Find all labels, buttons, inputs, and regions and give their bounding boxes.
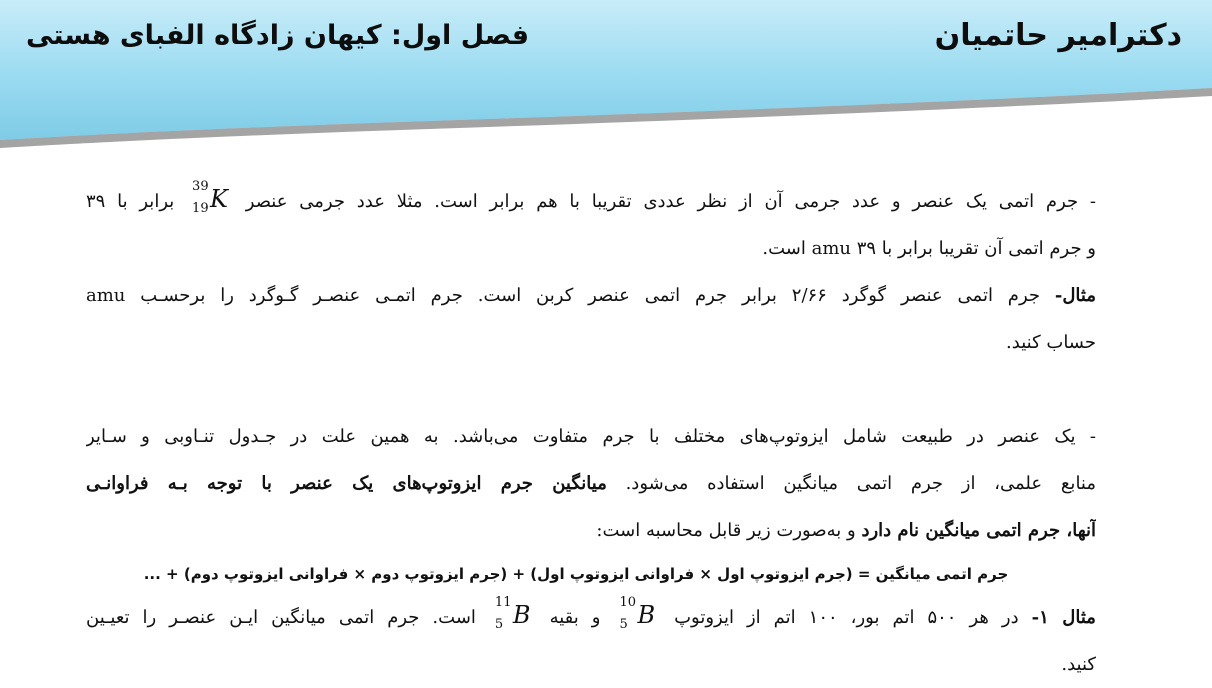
atomic-number: 5 bbox=[619, 617, 628, 632]
atomic-number: 19 bbox=[192, 201, 209, 216]
paragraph-1-line-1 bbox=[86, 178, 1096, 225]
example-1-line-2: کنید. bbox=[1061, 654, 1096, 675]
average-mass-formula: جرم اتمی میانگین = (جرم ایزوتوپ اول × فراوانی ایزوتوپ اول) + (جرم ایزوتوپ دوم × فراوانی ایزوتوپ دوم) + ... bbox=[143, 565, 1009, 583]
example-line-2: حساب کنید. bbox=[1006, 332, 1096, 353]
paragraph-1-line-2: و جرم اتمی آن تقریبا برابر با amu ۳۹ است. bbox=[762, 238, 1096, 259]
atomic-number: 5 bbox=[494, 617, 504, 632]
mass-number: 11 bbox=[494, 595, 512, 610]
example-label: مثال ۱- bbox=[1031, 607, 1096, 628]
author-name: دکترامیر حاتمیان bbox=[934, 18, 1182, 53]
text-span: برابر با ۳۹ bbox=[86, 191, 175, 212]
document-body bbox=[86, 178, 1096, 688]
paragraph-2-line-3 bbox=[86, 507, 1096, 554]
example-line-1 bbox=[86, 272, 1096, 319]
element-symbol: B bbox=[512, 601, 531, 629]
isotope-potassium bbox=[192, 179, 228, 216]
text-span: است. جرم اتمی میانگین ایـن عنصـر را تعیـین bbox=[86, 607, 476, 628]
isotope-boron-11 bbox=[494, 595, 531, 632]
element-symbol: K bbox=[210, 185, 228, 213]
bold-text: آنها، جرم اتمی میانگین نام دارد bbox=[861, 520, 1096, 541]
chapter-title: فصل اول: کیهان زادگاه الفبای هستی bbox=[26, 20, 530, 51]
bold-text: میانگین جرم ایزوتوپ‌های یک عنصر با توجه بـه فراوانـی bbox=[86, 473, 607, 494]
mass-number: 39 bbox=[192, 179, 209, 194]
paragraph-2-line-1: - یک عنصر در طبیعت شامل ایزوتوپ‌های مختلف با جرم متفاوت می‌باشد. به همین علت در جـدول تنـاوبی و سـایر bbox=[86, 426, 1096, 447]
paragraph-2-line-2 bbox=[86, 460, 1096, 507]
example-1-line-1 bbox=[86, 594, 1096, 641]
isotope-boron-10 bbox=[619, 595, 656, 632]
spacer bbox=[86, 366, 1096, 413]
text-span: جرم اتمی عنصر گوگرد ۲/۶۶ برابر جرم اتمی عنصر کربن است. جرم اتمـی عنصـر گـوگرد را برحسـب amu bbox=[86, 285, 1041, 306]
text-span: و بقیه bbox=[549, 607, 601, 628]
mass-number: 10 bbox=[619, 595, 636, 610]
text-span: منابع علمی، از جرم اتمی میانگین استفاده می‌شود. bbox=[625, 473, 1096, 494]
text-span: - جرم اتمی یک عنصر و عدد جرمی آن از نظر عددی تقریبا با هم برابر است. مثلا عدد جرمی عنصر bbox=[245, 191, 1096, 212]
text-span: در هر ۵۰۰ اتم بور، ۱۰۰ اتم از ایزوتوپ bbox=[674, 607, 1019, 628]
text-span: و به‌صورت زیر قابل محاسبه است: bbox=[596, 520, 856, 541]
element-symbol: B bbox=[637, 601, 656, 629]
example-label: مثال- bbox=[1054, 285, 1096, 306]
page-header bbox=[0, 0, 1212, 150]
